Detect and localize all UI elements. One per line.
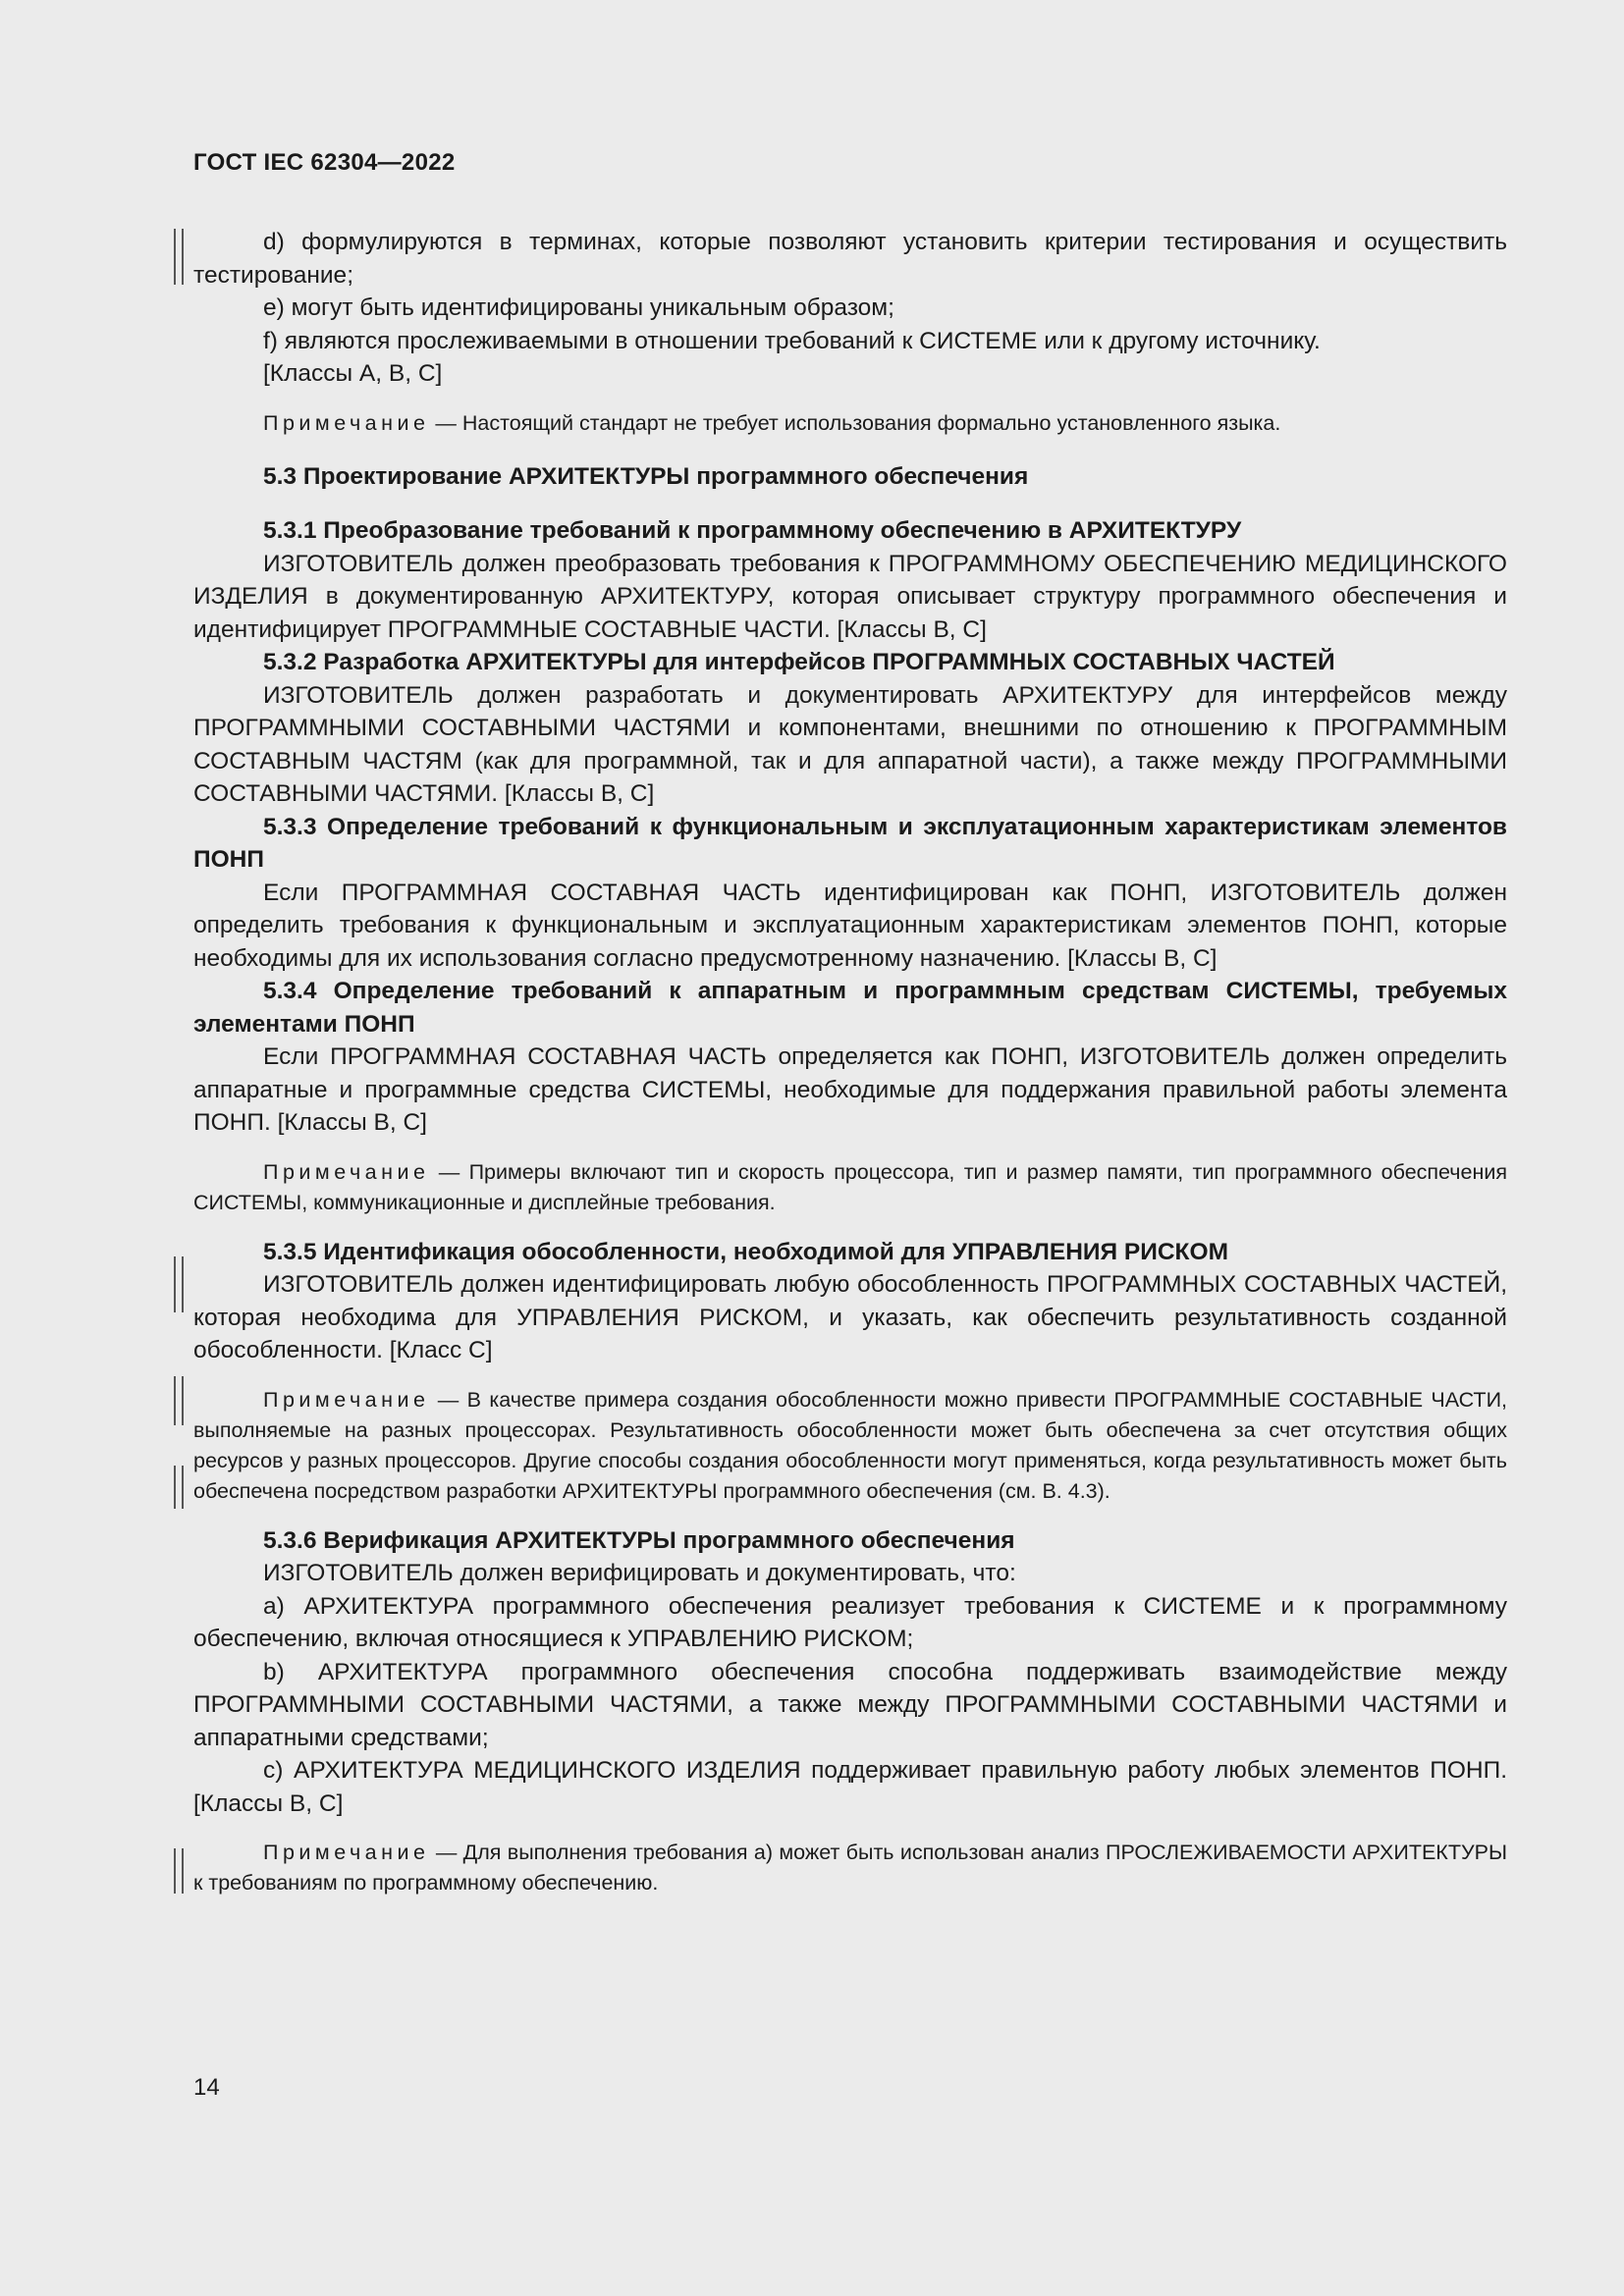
list-item-c: c) АРХИТЕКТУРА МЕДИЦИНСКОГО ИЗДЕЛИЯ поддерживает правильную работу любых элементов ПОНП. [Классы В, С] [193, 1757, 1507, 1817]
document-body [193, 226, 1507, 1898]
list-item-d: d) формулируются в терминах, которые позволяют установить критерии тестирования и осуществить тестирование; [193, 229, 1507, 289]
change-bar [174, 1466, 184, 1509]
page-number: 14 [193, 2074, 220, 2101]
note [193, 408, 1507, 439]
change-bar [174, 1256, 184, 1312]
section-heading-5-3-6: 5.3.6 Верификация АРХИТЕКТУРЫ программного обеспечения [263, 1526, 1015, 1554]
note-text: — Примеры включают тип и скорость процессора, тип и размер памяти, тип программного обеспечения СИСТЕМЫ, коммуникационные и дисплейные требования. [193, 1159, 1507, 1214]
page-header: ГОСТ IEC 62304—2022 [193, 149, 456, 176]
note-text: — Настоящий стандарт не требует использования формально установленного языка. [429, 410, 1281, 435]
note-label: Примечание [263, 1387, 430, 1412]
section-heading-5-3: 5.3 Проектирование АРХИТЕКТУРЫ программного обеспечения [263, 462, 1029, 490]
list-item-f: f) являются прослеживаемыми в отношении требований к СИСТЕМЕ или к другому источнику. [263, 327, 1321, 354]
change-bar [174, 229, 184, 285]
note [193, 1385, 1507, 1507]
section-text-5-3-6: ИЗГОТОВИТЕЛЬ должен верифицировать и документировать, что: [263, 1560, 1016, 1586]
section-text-5-3-4: Если ПРОГРАММНАЯ СОСТАВНАЯ ЧАСТЬ определяется как ПОНП, ИЗГОТОВИТЕЛЬ должен определить аппаратные и программные средства СИСТЕМЫ, необходимые для поддержания правильной работы элемента ПОНП. [Классы В, С] [193, 1043, 1507, 1136]
classes-label: [Классы А, В, С] [263, 360, 443, 387]
section-text-5-3-2: ИЗГОТОВИТЕЛЬ должен разработать и документировать АРХИТЕКТУРУ для интерфейсов между ПРОГРАММНЫМИ СОСТАВНЫМИ ЧАСТЯМИ и компонентами, внешними по отношению к ПРОГРАММНЫМ СОСТАВНЫМ ЧАСТЯМ (как для программной, так и для аппаратной части), а также между ПРОГРАММНЫМИ СОСТАВНЫМИ ЧАСТЯМИ. [Классы В, С] [193, 681, 1507, 807]
section-text-5-3-3: Если ПРОГРАММНАЯ СОСТАВНАЯ ЧАСТЬ идентифицирован как ПОНП, ИЗГОТОВИТЕЛЬ должен определить требования к функциональным и эксплуатационным характеристикам элементов ПОНП, которые необходимы для их использования согласно предусмотренному назначению. [Классы В, С] [193, 879, 1507, 972]
section-text-5-3-1: ИЗГОТОВИТЕЛЬ должен преобразовать требования к ПРОГРАММНОМУ ОБЕСПЕЧЕНИЮ МЕДИЦИНСКОГО ИЗДЕЛИЯ в документированную АРХИТЕКТУРУ, которая описывает структуру программного обеспечения и идентифицирует ПРОГРАММНЫЕ СОСТАВНЫЕ ЧАСТИ. [Классы В, С] [193, 550, 1507, 643]
section-heading-5-3-5: 5.3.5 Идентификация обособленности, необходимой для УПРАВЛЕНИЯ РИСКОМ [263, 1238, 1228, 1265]
section-text-5-3-5: ИЗГОТОВИТЕЛЬ должен идентифицировать любую обособленность ПРОГРАММНЫХ СОСТАВНЫХ ЧАСТЕЙ, которая необходима для УПРАВЛЕНИЯ РИСКОМ, и указать, как обеспечить результативность созданной обособленности. [Класс С] [193, 1271, 1507, 1363]
note [193, 1157, 1507, 1218]
list-item-a: a) АРХИТЕКТУРА программного обеспечения реализует требования к СИСТЕМЕ и к программному обеспечению, включая относящиеся к УПРАВЛЕНИЮ РИСКОМ; [193, 1592, 1507, 1652]
note-label: Примечание [263, 1841, 430, 1864]
note-label: Примечание [263, 1159, 430, 1184]
change-bar [174, 1848, 184, 1894]
note [193, 1838, 1507, 1898]
list-item-b: b) АРХИТЕКТУРА программного обеспечения способна поддерживать взаимодействие между ПРОГРАММНЫМИ СОСТАВНЫМИ ЧАСТЯМИ, а также между ПРОГРАММНЫМИ СОСТАВНЫМИ ЧАСТЯМИ и аппаратными средствами; [193, 1658, 1507, 1751]
note-text: — Для выполнения требования а) может быть использован анализ ПРОСЛЕЖИВАЕМОСТИ АРХИТЕКТУРЫ к требованиям по программному обеспечению. [193, 1841, 1507, 1895]
section-heading-5-3-1: 5.3.1 Преобразование требований к программному обеспечению в АРХИТЕКТУРУ [263, 517, 1242, 544]
change-bar [174, 1376, 184, 1425]
list-item-e: e) могут быть идентифицированы уникальным образом; [263, 294, 894, 321]
section-heading-5-3-3: 5.3.3 Определение требований к функциональным и эксплуатационным характеристикам элементов ПОНП [193, 813, 1507, 873]
section-heading-5-3-4: 5.3.4 Определение требований к аппаратным и программным средствам СИСТЕМЫ, требуемых элементами ПОНП [193, 978, 1507, 1038]
note-text: — В качестве примера создания обособленности можно привести ПРОГРАММНЫЕ СОСТАВНЫЕ ЧАСТИ, выполняемые на разных процессорах. Результативность обособленности может быть обеспечена за счет отсутствия общих ресурсов у разных процессоров. Другие способы создания обособленности могут применяться, когда результативность может быть обеспечена посредством разработки АРХИТЕКТУРЫ программного обеспечения (см. В. 4.3). [193, 1387, 1507, 1503]
note-label: Примечание [263, 410, 430, 435]
section-heading-5-3-2: 5.3.2 Разработка АРХИТЕКТУРЫ для интерфейсов ПРОГРАММНЫХ СОСТАВНЫХ ЧАСТЕЙ [263, 649, 1335, 675]
